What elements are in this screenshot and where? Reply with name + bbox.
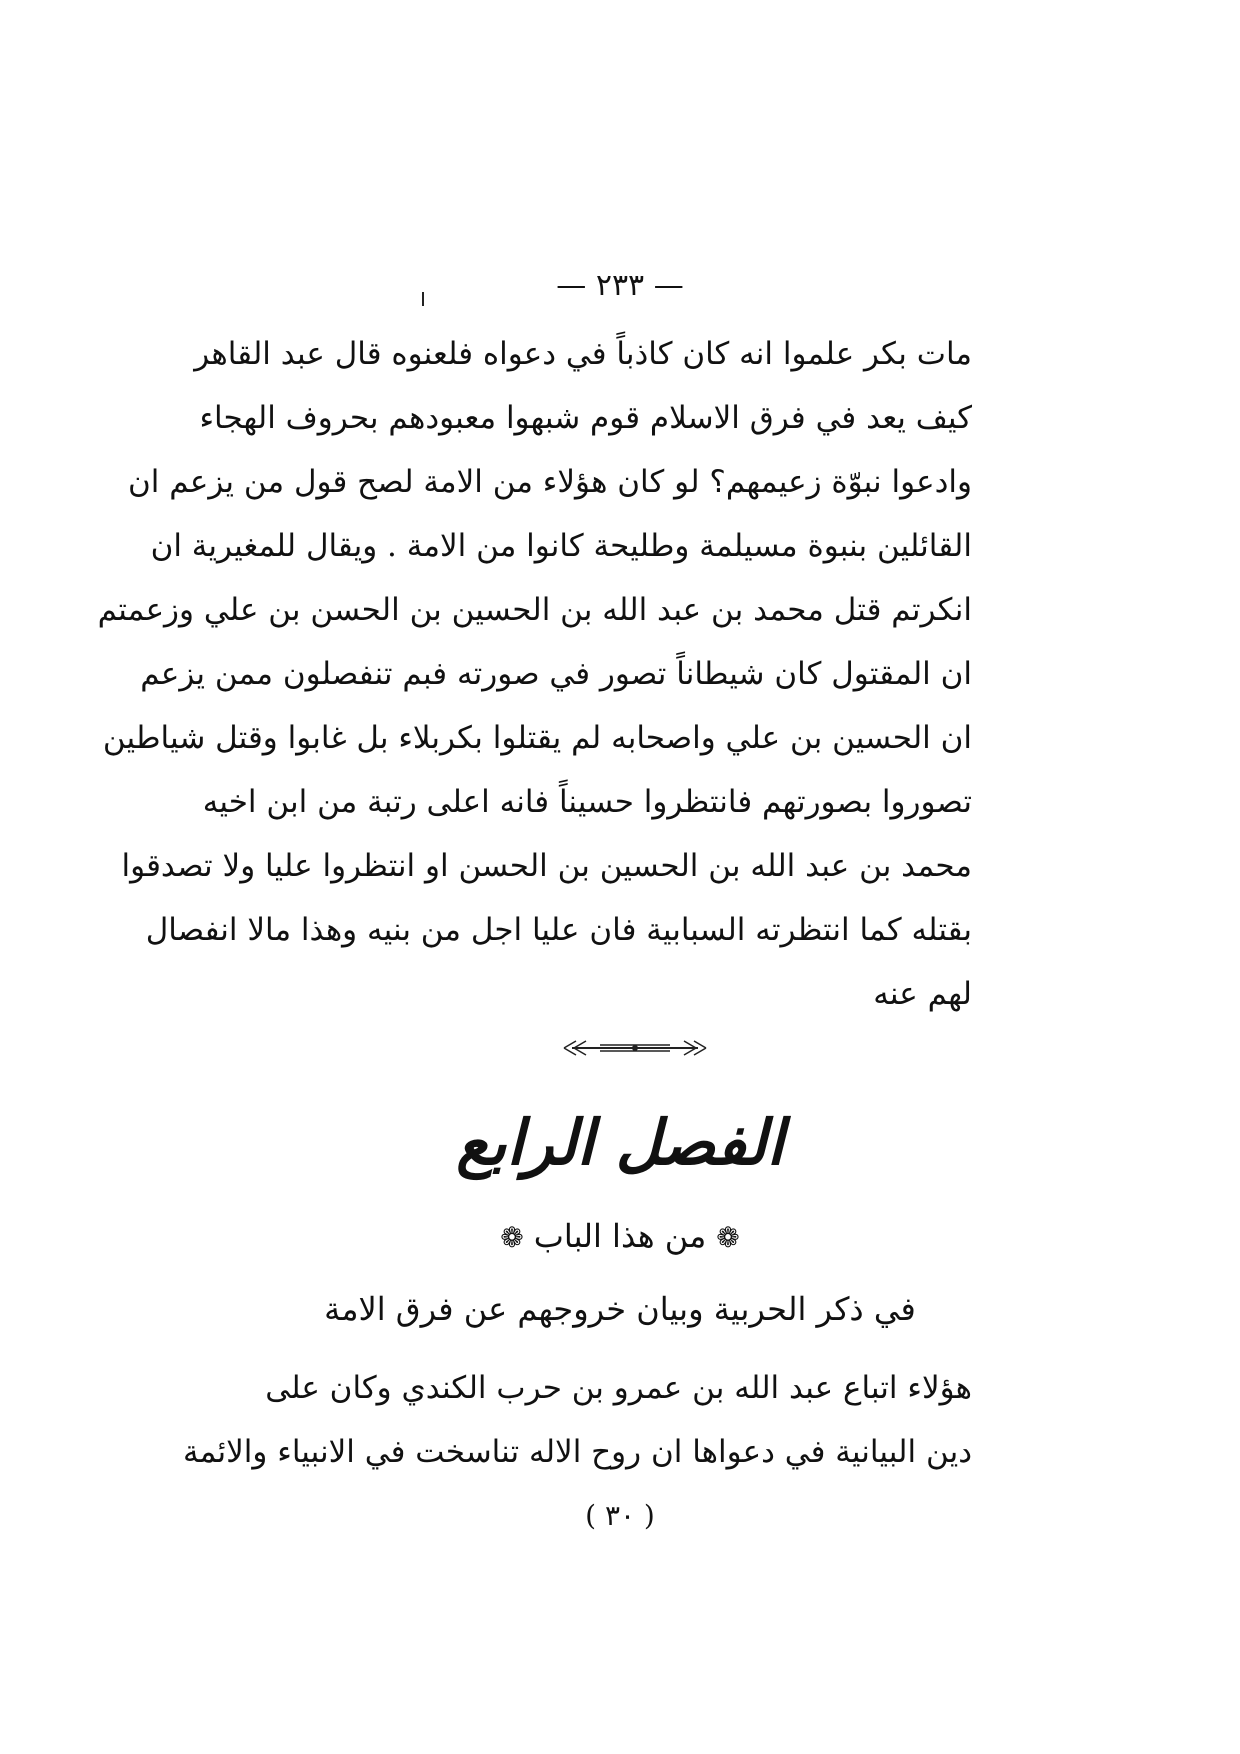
section-title: في ذكر الحربية وبيان خروجهم عن فرق الامة (324, 1290, 916, 1328)
text-line: بقتله كما انتظرته السبابية فان عليا اجل من بنيه وهذا مالا انفصال (145, 912, 972, 948)
paragraph-2 (182, 1356, 972, 1484)
text-line: القائلين بنبوة مسيلمة وطليحة كانوا من الامة . ويقال للمغيرية ان (150, 528, 972, 564)
text-line: وادعوا نبوّة زعيمهم؟ لو كان هؤلاء من الامة لصح قول من يزعم ان (127, 464, 972, 500)
ornament-divider (560, 1036, 710, 1060)
paragraph-1 (97, 322, 972, 1026)
flower-ornament-icon: ❁ (716, 1221, 740, 1254)
text-line: انكرتم قتل محمد بن عبد الله بن الحسين بن الحسن بن علي وزعمتم (97, 592, 972, 628)
text-line: دين البيانية في دعواها ان روح الاله تناسخت في الانبياء والائمة (182, 1434, 972, 1470)
text-line: كيف يعد في فرق الاسلام قوم شبهوا معبودهم بحروف الهجاء (199, 400, 972, 436)
text-line: مات بكر علموا انه كان كاذباً في دعواه فلعنوه قال عبد القاهر (194, 336, 972, 372)
text-line: لهم عنه (873, 976, 972, 1012)
footer-signature: ( ٣٠ ) (585, 1499, 655, 1532)
text-line: ان المقتول كان شيطاناً تصور في صورته فبم تنفصلون ممن يزعم (140, 656, 972, 692)
flower-ornament-icon: ❁ (500, 1221, 524, 1254)
text-line: ان الحسين بن علي واصحابه لم يقتلوا بكربلاء بل غابوا وقتل شياطين (102, 720, 972, 756)
page-number: — ٢٣٣ — (556, 268, 684, 303)
text-line: هؤلاء اتباع عبد الله بن عمرو بن حرب الكندي وكان على (265, 1370, 972, 1406)
chapter-heading: الفصل الرابع (456, 1106, 784, 1179)
text-line: تصوروا بصورتهم فانتظروا حسيناً فانه اعلى رتبة من ابن اخيه (202, 784, 972, 820)
stray-ink-mark (422, 292, 424, 306)
text-line: محمد بن عبد الله بن الحسين بن الحسن او انتظروا عليا ولا تصدقوا (121, 848, 972, 884)
section-subtitle-text: من هذا الباب (533, 1217, 707, 1255)
section-subtitle (0, 1206, 1240, 1268)
